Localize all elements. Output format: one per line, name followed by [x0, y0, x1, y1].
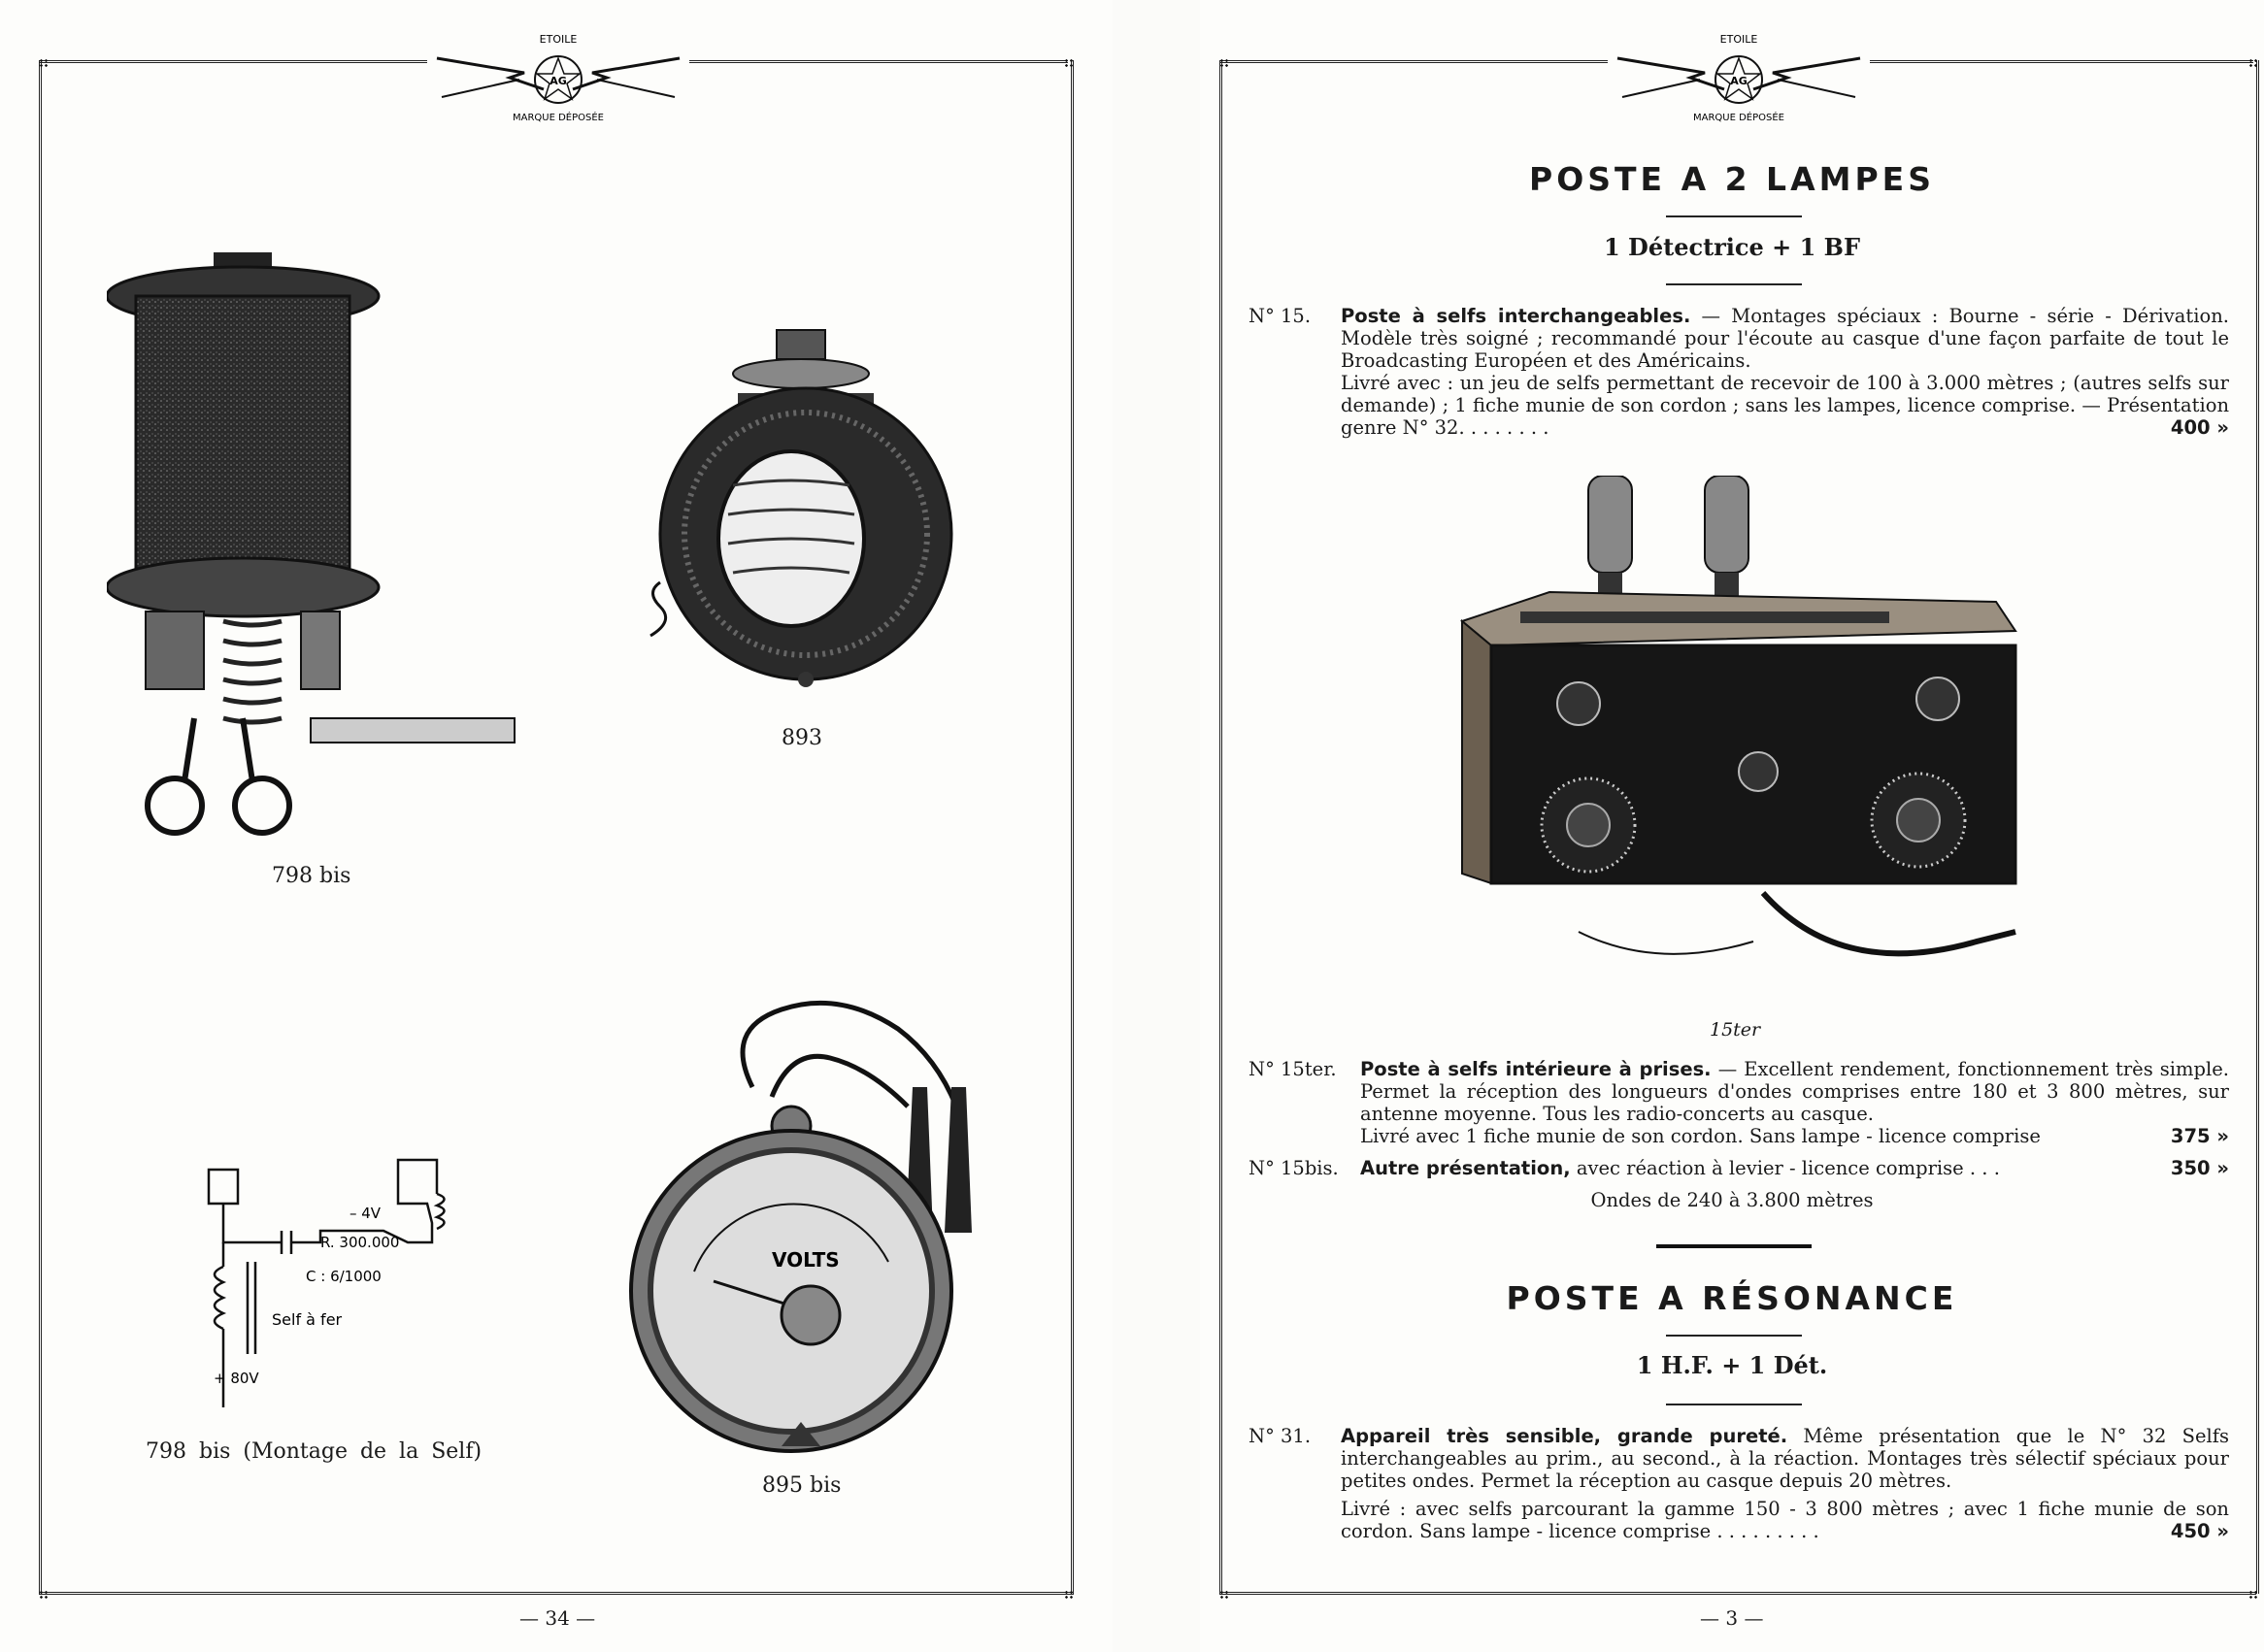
section2-title-rule — [1666, 1335, 1802, 1337]
entry-lead: Autre présentation, — [1360, 1157, 1571, 1179]
entry-lead: Poste à selfs intérieure à prises. — [1360, 1058, 1712, 1080]
schematic-label-r: R. 300.000 — [320, 1234, 400, 1251]
entry-text: — Montages spéciaux : Bourne - série - Dérivation. Modèle très soigné ; recommandé pour l'écoute au casque d'une façon parfaite de tout le Broadcasting Européen et des Américains. — [1341, 305, 2229, 372]
corner-ornament — [1064, 1590, 1074, 1600]
entry-number: N° 31. — [1249, 1425, 1312, 1447]
right-bottom-rule — [1219, 1592, 2256, 1595]
corner-ornament — [39, 1590, 49, 1600]
entry-text-delivery: Livré avec 1 fiche munie de son cordon. Sans lampe - licence comprise — [1360, 1125, 2041, 1147]
entry-number: N° 15. — [1249, 305, 1312, 327]
logo-center-text: AG — [1730, 75, 1748, 87]
entry-text-delivery: Livré avec : un jeu de selfs permettant de recevoir de 100 à 3.000 mètres ; (autres selfs sur demande) ; 1 fiche munie de son cordon ; sans les lampes, licence comprise. — Présentation genre N° 32. . . . . . . . — [1341, 372, 2229, 439]
logo-top-text: ETOILE — [1719, 33, 1758, 46]
corner-ornament — [39, 58, 49, 68]
logo-bottom-text: MARQUE DÉPOSÉE — [512, 113, 605, 123]
entry-n15bis — [1249, 1157, 2229, 1182]
entry-number: N° 15ter. — [1249, 1058, 1337, 1080]
logo-top-text: ETOILE — [539, 33, 578, 46]
left-page-number: — 34 — — [519, 1606, 596, 1630]
entry-text-delivery: avec réaction à levier - licence comprise . . . — [1576, 1157, 2000, 1179]
voltmeter-caption: 895 bis — [762, 1473, 842, 1498]
entry-text: Même présentation que le N° 32 Selfs interchangeables au prim., au second., à la réaction. Montages très sélectif spéciaux pour petites ondes. Permet la réception au casque depuis 20 mètres. — [1341, 1425, 2229, 1492]
section2-subtitle-rule — [1666, 1404, 1802, 1405]
entry-n15ter — [1249, 1058, 2229, 1155]
right-page — [1200, 0, 2264, 1652]
section2-title: POSTE A RÉSONANCE — [1506, 1279, 1958, 1317]
radio-set-illustration — [1433, 476, 2045, 1019]
left-page — [0, 0, 1113, 1652]
section-divider — [1656, 1244, 1812, 1248]
voltmeter-illustration — [626, 990, 1034, 1456]
right-top-rule-right — [1870, 60, 2253, 63]
logo-bottom-text: MARQUE DÉPOSÉE — [1692, 113, 1785, 123]
coil-illustration — [107, 252, 524, 854]
coil-caption: 798 bis — [272, 864, 351, 888]
section1-subtitle: 1 Détectrice + 1 BF — [1603, 233, 1861, 261]
entry-number: N° 15bis. — [1249, 1157, 1339, 1179]
section1-title: POSTE A 2 LAMPES — [1529, 160, 1935, 198]
etoile-logo — [427, 19, 689, 126]
schematic-caption: 798 bis (Montage de la Self) — [146, 1439, 483, 1464]
left-top-rule — [39, 60, 427, 63]
section2-subtitle: 1 H.F. + 1 Dét. — [1636, 1351, 1828, 1379]
section1-note: Ondes de 240 à 3.800 mètres — [1590, 1189, 1874, 1211]
entry-lead: Appareil très sensible, grande pureté. — [1341, 1425, 1788, 1447]
right-top-rule — [1219, 60, 1608, 63]
corner-ornament — [2248, 58, 2258, 68]
variometer-illustration — [631, 320, 961, 718]
schematic-label-self: Self à fer — [272, 1310, 343, 1329]
schematic-diagram — [175, 1150, 466, 1422]
section1-subtitle-rule — [1666, 283, 1802, 285]
entry-text-delivery: Livré : avec selfs parcourant la gamme 150 - 3 800 mètres ; avec 1 fiche munie de son cordon. Sans lampe - licence comprise . . . . . . . . . — [1341, 1498, 2229, 1542]
entry-price: 400 » — [2170, 416, 2229, 439]
schematic-label-c: C : 6/1000 — [306, 1268, 382, 1285]
radio-set-caption: 15ter — [1710, 1019, 1761, 1041]
etoile-logo — [1608, 19, 1870, 126]
schematic-label-minus4: – 4V — [350, 1205, 382, 1222]
corner-ornament — [1219, 58, 1229, 68]
left-top-rule-right — [689, 60, 1068, 63]
entry-price: 375 » — [2170, 1125, 2229, 1147]
entry-price: 450 » — [2170, 1520, 2229, 1542]
entry-n31 — [1249, 1425, 2229, 1561]
page-gutter — [1113, 0, 1200, 1652]
section1-title-rule — [1666, 215, 1802, 217]
entry-price: 350 » — [2170, 1157, 2229, 1179]
corner-ornament — [2248, 1590, 2258, 1600]
left-bottom-rule — [39, 1592, 1074, 1595]
corner-ornament — [1219, 1590, 1229, 1600]
schematic-label-plus80: + 80V — [214, 1370, 259, 1387]
voltmeter-volts-label: VOLTS — [772, 1248, 840, 1272]
entry-lead: Poste à selfs interchangeables. — [1341, 305, 1691, 327]
right-page-number: — 3 — — [1700, 1606, 1764, 1630]
variometer-caption: 893 — [782, 726, 822, 750]
entry-n15 — [1249, 305, 2229, 450]
corner-ornament — [1064, 58, 1074, 68]
entry-text: — Excellent rendement, fonctionnement très simple. Permet la réception des longueurs d'ondes comprises entre 180 et 3 800 mètres, sur antenne moyenne. Tous les radio-concerts au casque. — [1360, 1058, 2229, 1125]
logo-center-text: AG — [549, 75, 567, 87]
